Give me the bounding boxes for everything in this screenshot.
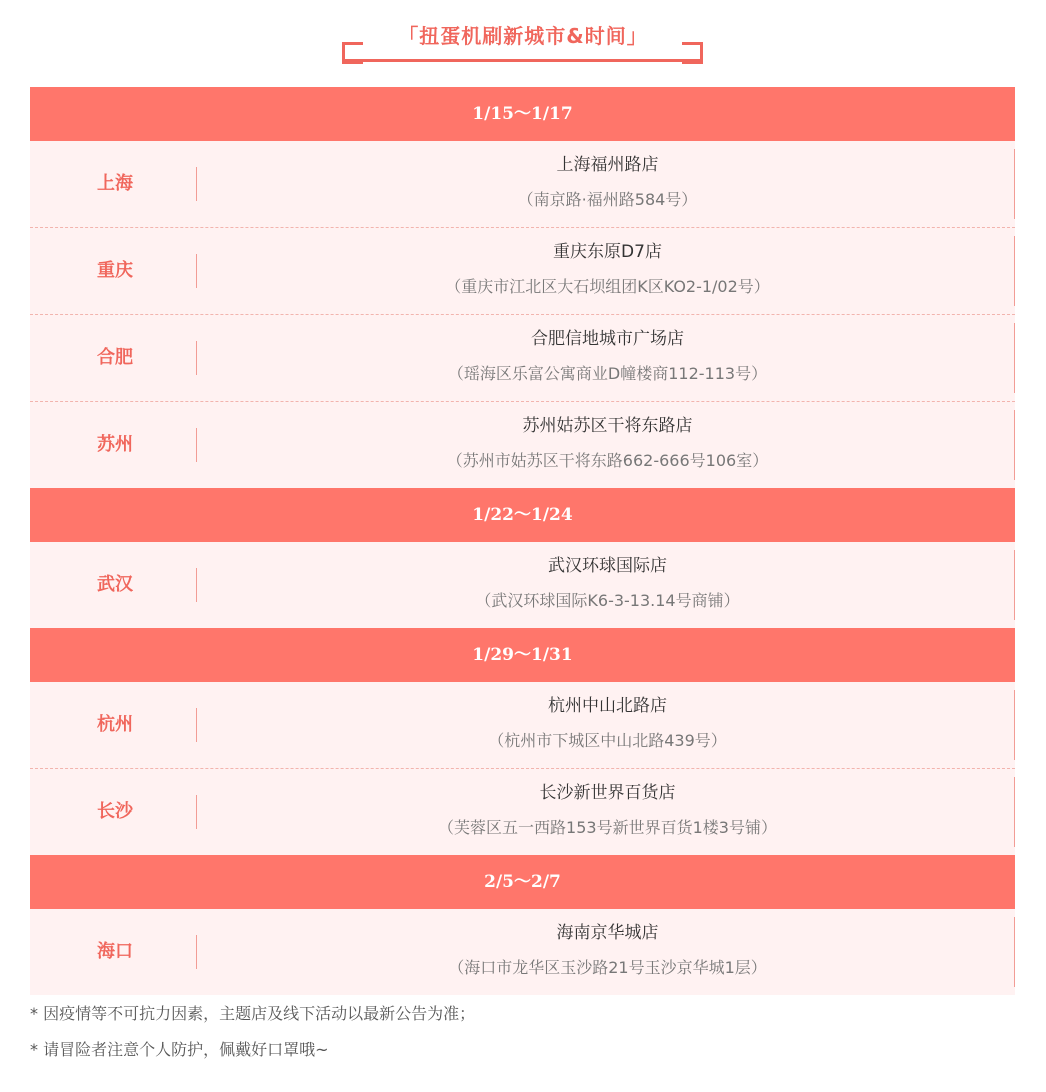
date-header: 1/15～1/17 — [30, 87, 1015, 141]
city-label: 杭州 — [97, 714, 133, 735]
city-label: 海口 — [97, 941, 133, 962]
store-address: （武汉环球国际K6-3-13.14号商铺） — [475, 591, 740, 610]
note-text: * 因疫情等不可抗力因素，主题店及线下活动以最新公告为准； — [30, 1004, 476, 1023]
schedule-table — [30, 87, 1015, 995]
store-name: 长沙新世界百货店 — [539, 783, 676, 803]
date-header: 1/22～1/24 — [30, 488, 1015, 542]
store-address: （重庆市江北区大石坝组团K区KO2-1/02号） — [445, 277, 770, 296]
store-address: （芙蓉区五一西路153号新世界百货1楼3号铺） — [438, 818, 777, 837]
date-header: 1/29～1/31 — [30, 628, 1015, 682]
store-name: 上海福州路店 — [556, 155, 659, 175]
divider — [196, 568, 197, 602]
divider — [196, 341, 197, 375]
store-address: （南京路·福州路584号） — [517, 190, 698, 209]
notes-section — [30, 1000, 1015, 1072]
divider — [196, 935, 197, 969]
store-row — [30, 909, 1015, 995]
store-address: （杭州市下城区中山北路439号） — [488, 731, 727, 750]
city-label: 重庆 — [97, 260, 133, 281]
date-header: 2/5～2/7 — [30, 855, 1015, 909]
store-name: 合肥信地城市广场店 — [531, 329, 684, 349]
city-label: 合肥 — [97, 347, 133, 368]
store-row — [30, 228, 1015, 315]
city-label: 长沙 — [97, 801, 133, 822]
store-name: 武汉环球国际店 — [548, 556, 667, 576]
store-address: （瑶海区乐富公寓商业D幢楼商112-113号） — [447, 364, 768, 383]
title-underline — [345, 59, 703, 62]
store-address: （海口市龙华区玉沙路21号玉沙京华城1层） — [448, 958, 767, 977]
title-banner — [0, 0, 1046, 87]
store-row — [30, 315, 1015, 402]
divider — [196, 254, 197, 288]
divider — [196, 167, 197, 201]
store-row — [30, 141, 1015, 228]
divider — [196, 428, 197, 462]
store-address: （苏州市姑苏区干将东路662-666号106室） — [446, 451, 769, 470]
city-label: 苏州 — [97, 434, 133, 455]
store-row — [30, 402, 1015, 488]
store-name: 重庆东原D7店 — [553, 242, 662, 262]
store-name: 海南京华城店 — [556, 923, 659, 943]
page-title: 「扭蛋机刷新城市&时间」 — [398, 24, 648, 48]
store-row — [30, 769, 1015, 855]
store-row — [30, 542, 1015, 628]
store-name: 苏州姑苏区干将东路店 — [522, 416, 693, 436]
city-label: 上海 — [97, 173, 133, 194]
divider — [196, 795, 197, 829]
store-name: 杭州中山北路店 — [548, 696, 667, 716]
store-row — [30, 682, 1015, 769]
note-text: * 请冒险者注意个人防护，佩戴好口罩哦~ — [30, 1040, 329, 1059]
divider — [196, 708, 197, 742]
city-label: 武汉 — [97, 574, 133, 595]
